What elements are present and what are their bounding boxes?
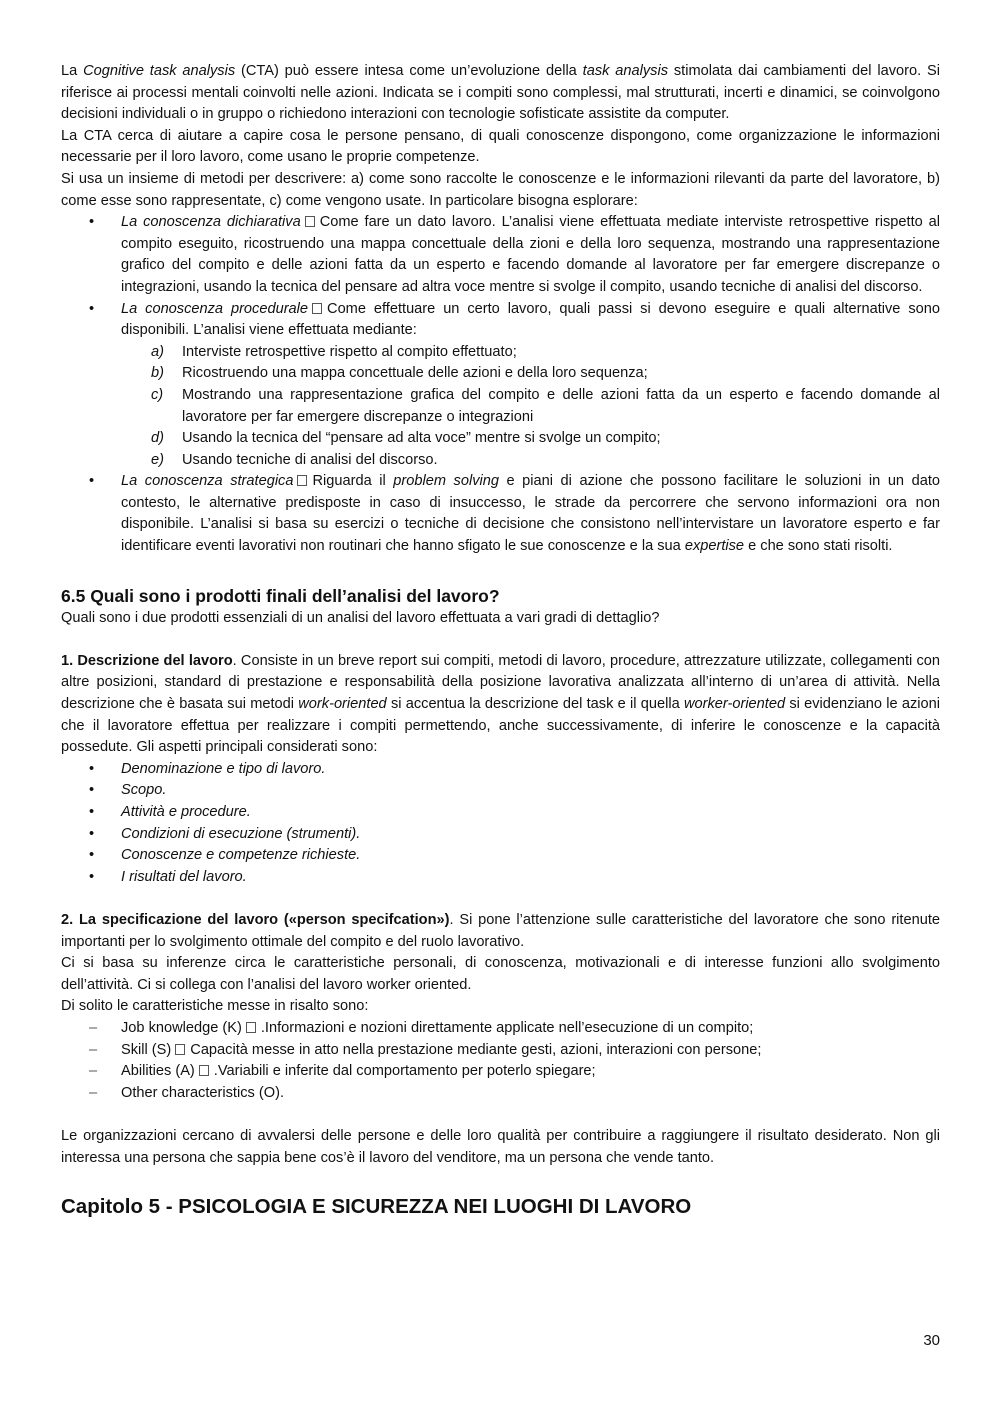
arrow-icon [175,1044,185,1055]
paragraph-closing: Le organizzazioni cercano di avvalersi delle persone e delle loro qualità per contribuire a raggiungere il risultato desiderato. Non gli interessa una persona che sappia bene cos’è il lavoro del venditore, ma un persona che vende tanto. [61,1127,940,1166]
list-item: • La conoscenza procedurale Come effettuare un certo lavoro, quali passi si devono eseguire e quali alternative sono disponibili. L’analisi viene effettuata mediante: [61,299,940,342]
list-item: b) Ricostruendo una mappa concettuale delle azioni e della loro sequenza; [151,365,648,382]
list-item: • Scopo. [61,780,940,802]
list-item: • Attività e procedure. [61,802,940,824]
list-item: – Other characteristics (O). [61,1083,940,1105]
paragraph-person-specification: 2. La specificazione del lavoro («person specifcation»). Si pone l’attenzione sulle caratteristiche del lavoratore che sono ritenute importanti per lo svolgimento ottimale del compito e del ruolo lavorativo. [61,911,941,950]
section-heading: 6.5 Quali sono i prodotti finali dell’analisi del lavoro? [61,585,500,606]
paragraph-job-description: 1. Descrizione del lavoro. Consiste in un breve report sui compiti, metodi di lavoro, procedure, attrezzature utilizzate, collegamenti con altre posizioni, standard di prestazione e responsabilità della posizione lavorativa analizzata all’interno di un’area di attività. Nella descrizione che è basata sui metodi work-oriented si accentua la descrizione del task e il quella worker-oriented si evidenziano le azioni che il lavoratore effettua per realizzare i compiti permettendo, anche successivamente, di inferire le conoscenze e la capacità possedute. Gli aspetti principali considerati sono: [61,652,941,756]
arrow-icon [199,1065,209,1076]
document-page [61,61,940,1221]
paragraph-characteristics-intro: Di solito le caratteristiche messe in risalto sono: [61,998,369,1015]
list-item: • Denominazione e tipo di lavoro. [61,759,940,781]
paragraph-inferences: Ci si basa su inferenze circa le caratteristiche personali, di conoscenza, motivazionali e di interesse funzioni allo svolgimento dell’attività. Ci si collega con l’analisi del lavoro worker oriented. [61,955,940,993]
list-item: • Condizioni di esecuzione (strumenti). [61,824,940,846]
list-item: – Job knowledge (K) .Informazioni e nozioni direttamente applicate nell’esecuzione di un compito; [61,1018,940,1040]
list-item: e) Usando tecniche di analisi del discorso. [151,451,438,468]
list-item: • I risultati del lavoro. [61,867,940,889]
aspects-list [61,759,940,889]
paragraph-cta-goal: La CTA cerca di aiutare a capire cosa le persone pensano, di quali conoscenze dispongono, come organizzazione le informazioni necessarie per il loro lavoro, come usano le proprie competenze. [61,127,940,166]
arrow-icon [305,216,315,227]
page-number: 30 [923,1332,940,1349]
knowledge-list-strategic [61,471,940,557]
list-item: • Conoscenze e competenze richieste. [61,845,940,867]
list-item: • La conoscenza strategica Riguarda il problem solving e piani di azione che possono facilitare le soluzioni in un dato contesto, le alternative predisposte in caso di insuccesso, le strade da percorrere che servono informazioni ora non disponibile. L’analisi si basa su esercizi o tecniche di decisione che consistono nell’intervistare un lavoratore esperto e far identificare eventi lavorativi non routinari che hanno sfigato le sue conoscenze e la sua expertise e che sono stati risolti. [61,471,940,557]
arrow-icon [297,475,307,486]
list-item: – Skill (S) Capacità messe in atto nella prestazione mediante gesti, azioni, interazioni con persone; [61,1040,940,1062]
procedural-method-list [61,342,940,472]
list-item: d) Usando la tecnica del “pensare ad alta voce” mentre si svolge un compito; [151,430,661,447]
chapter-heading: Capitolo 5 - PSICOLOGIA E SICUREZZA NEI LUOGHI DI LAVORO [61,1195,692,1219]
list-item: a) Interviste retrospettive rispetto al compito effettuato; [151,343,517,360]
paragraph-cta-methods: Si usa un insieme di metodi per descrivere: a) come sono raccolte le conoscenze e le informazioni rilevanti da parte del lavoratore, b) come esse sono rappresentate, c) come vengono usate. In particolare bisogna esplorare: [61,170,940,209]
ksao-list [61,1018,940,1104]
knowledge-list [61,212,940,342]
list-item: • La conoscenza dichiarativa Come fare un dato lavoro. L’analisi viene effettuata mediate interviste retrospettive rispetto al compito eseguito, ricostruendo una mappa concettuale della zioni e della loro sequenza, mostrando una rappresentazione grafico del compito e delle azioni fatta da un esperto e facendo domande al lavoratore per far emergere discrepanze o integrazioni, usando la tecnica del pensare ad altra voce mentre si svolge il compito, usando tecniche di analisi del discorso. [61,212,940,298]
arrow-icon [246,1022,256,1033]
paragraph-cta-intro: La Cognitive task analysis (CTA) può essere intesa come un’evoluzione della task analysis stimolata dai cambiamenti del lavoro. Si riferisce ai processi mentali coinvolti nelle azioni. Indicata se i compiti sono complessi, mal strutturati, incerti e dinamici, se coinvolgono decisioni individuali o in gruppo o richiedono interazioni con tecnologie sofisticate assistite da computer. [61,63,940,123]
list-item: – Abilities (A) .Variabili e inferite dal comportamento per poterlo spiegare; [61,1061,940,1083]
arrow-icon [312,303,322,314]
list-item: c) Mostrando una rappresentazione grafica del compito e delle azioni fatta da un esperto e facendo domande al lavoratore per far emergere discrepanze o integrazioni [151,386,940,425]
section-question: Quali sono i due prodotti essenziali di un analisi del lavoro effettuata a vari gradi di dettaglio? [61,609,660,626]
